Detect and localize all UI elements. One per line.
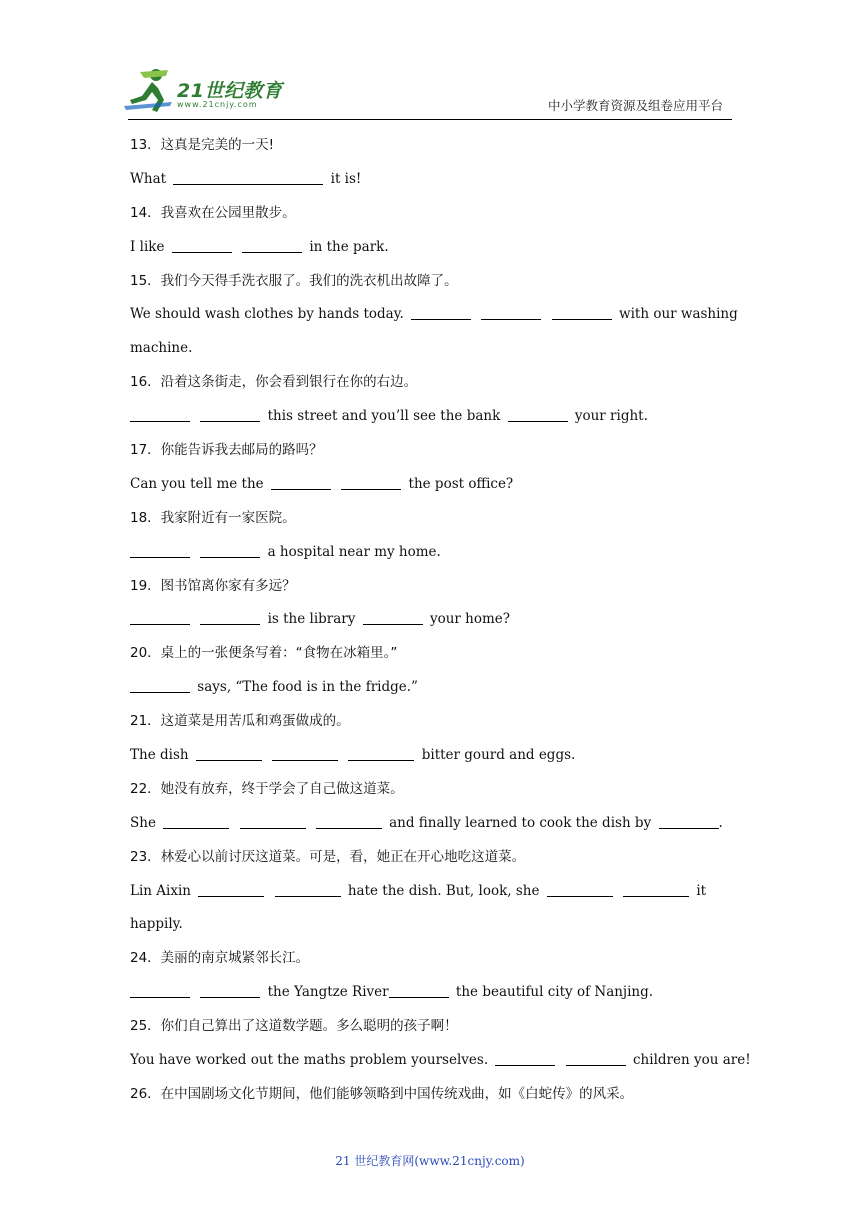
answer-blank[interactable] [272,746,338,761]
answer-blank[interactable] [196,746,262,761]
question-23-answer-continued: happily. [130,916,183,933]
question-18-prompt: 18．我家附近有一家医院。 [130,509,296,526]
answer-blank[interactable] [552,305,612,320]
text: Can you tell me the [130,475,264,492]
text: The dish [130,747,189,764]
question-21-prompt: 21．这道菜是用苦瓜和鸡蛋做成的。 [130,713,350,730]
answer-blank[interactable] [130,407,190,422]
text: it is! [330,170,362,187]
text: this street and you’ll see the bank [267,408,501,425]
answer-blank[interactable] [242,238,302,253]
question-24-answer-line [130,976,730,1010]
answer-blank[interactable] [130,543,190,558]
question-22-prompt: 22．她没有放弃，终于学会了自己做这道菜。 [130,780,404,797]
text: We should wash clothes by hands today. [130,306,404,323]
answer-blank[interactable] [495,1051,555,1066]
answer-blank[interactable] [508,407,568,422]
answer-blank[interactable] [240,814,306,829]
question-25-prompt: 25．你们自己算出了这道数学题。多么聪明的孩子啊！ [130,1018,458,1035]
text: with our washing [619,306,738,323]
answer-blank[interactable] [200,610,260,625]
text: Lin Aixin [130,882,191,899]
question-17-answer-line [130,468,730,502]
question-14-prompt: 14．我喜欢在公园里散步。 [130,204,296,221]
text: a hospital near my home. [267,543,441,560]
answer-blank[interactable] [411,305,471,320]
answer-blank[interactable] [200,543,260,558]
text: and finally learned to cook the dish by [389,814,652,831]
question-15-prompt: 15．我们今天得手洗衣服了。我们的洗衣机出故障了。 [130,272,458,289]
question-25-answer-line [130,1044,751,1078]
question-15-answer-line [130,298,738,332]
text: . [718,814,723,831]
question-23-answer-line [130,875,730,909]
answer-blank[interactable] [130,678,190,693]
page-header [0,0,860,128]
text: She [130,814,156,831]
answer-blank[interactable] [172,238,232,253]
text: says, “The food is in the fridge.” [197,679,418,696]
answer-blank[interactable] [130,610,190,625]
answer-blank[interactable] [198,882,264,897]
question-20-answer-line [130,671,730,705]
question-24-prompt: 24．美丽的南京城紧邻长江。 [130,950,310,967]
question-17-prompt: 17．你能告诉我去邮局的路吗？ [130,442,323,459]
text: hate the dish. But, look, she [347,882,540,899]
question-15-answer-continued: machine. [130,340,193,357]
text: You have worked out the maths problem yourselves. [130,1052,489,1069]
runner-icon [122,66,178,114]
text: the Yangtze River [267,984,389,1001]
logo-text: 21世纪教育 [177,80,283,102]
question-20-prompt: 20．桌上的一张便条写着：“食物在冰箱里。” [130,645,398,662]
question-14-answer-line [130,231,730,265]
answer-blank[interactable] [348,746,414,761]
header-divider [128,119,732,120]
question-16-answer-line [130,400,730,434]
answer-blank[interactable] [363,610,423,625]
question-16-prompt: 16．沿着这条街走，你会看到银行在你的右边。 [130,374,418,391]
page-footer: 21 世纪教育网(www.21cnjy.com) [335,1154,525,1168]
text: your home? [429,611,511,628]
answer-blank[interactable] [659,814,719,829]
answer-blank[interactable] [271,475,331,490]
question-21-answer-line [130,739,730,773]
answer-blank[interactable] [130,983,190,998]
question-26-prompt: 26．在中国剧场文化节期间，他们能够领略到中国传统戏曲，如《白蛇传》的风采。 [130,1085,634,1102]
question-18-answer-line [130,536,730,570]
answer-blank[interactable] [481,305,541,320]
answer-blank[interactable] [316,814,382,829]
answer-blank[interactable] [200,407,260,422]
header-tagline: 中小学教育资源及组卷应用平台 [548,98,724,113]
answer-blank[interactable] [200,983,260,998]
question-22-answer-line [130,807,730,841]
answer-blank[interactable] [389,983,449,998]
question-19-prompt: 19．图书馆离你家有多远？ [130,577,296,594]
answer-blank[interactable] [275,882,341,897]
answer-blank[interactable] [163,814,229,829]
text: the post office? [408,475,514,492]
answer-blank[interactable] [566,1051,626,1066]
logo-url: www.21cnjy.com [177,100,258,109]
question-13-prompt: 13．这真是完美的一天! [130,137,275,153]
site-logo [122,66,292,118]
question-19-answer-line [130,603,730,637]
question-23-prompt: 23．林爱心以前讨厌这道菜。可是，看，她正在开心地吃这道菜。 [130,848,526,865]
answer-blank[interactable] [547,882,613,897]
answer-blank[interactable] [341,475,401,490]
answer-blank[interactable] [623,882,689,897]
question-13-answer-line [130,163,730,197]
text: What [130,170,167,187]
text: in the park. [309,238,389,255]
text: children you are! [633,1052,751,1069]
text: I like [130,238,165,255]
text: is the library [267,611,356,628]
exercise-list [130,129,751,1112]
text: it [696,882,707,899]
text: the beautiful city of Nanjing. [455,984,654,1001]
text: your right. [574,408,648,425]
text: bitter gourd and eggs. [421,747,576,764]
answer-blank[interactable] [173,170,323,185]
